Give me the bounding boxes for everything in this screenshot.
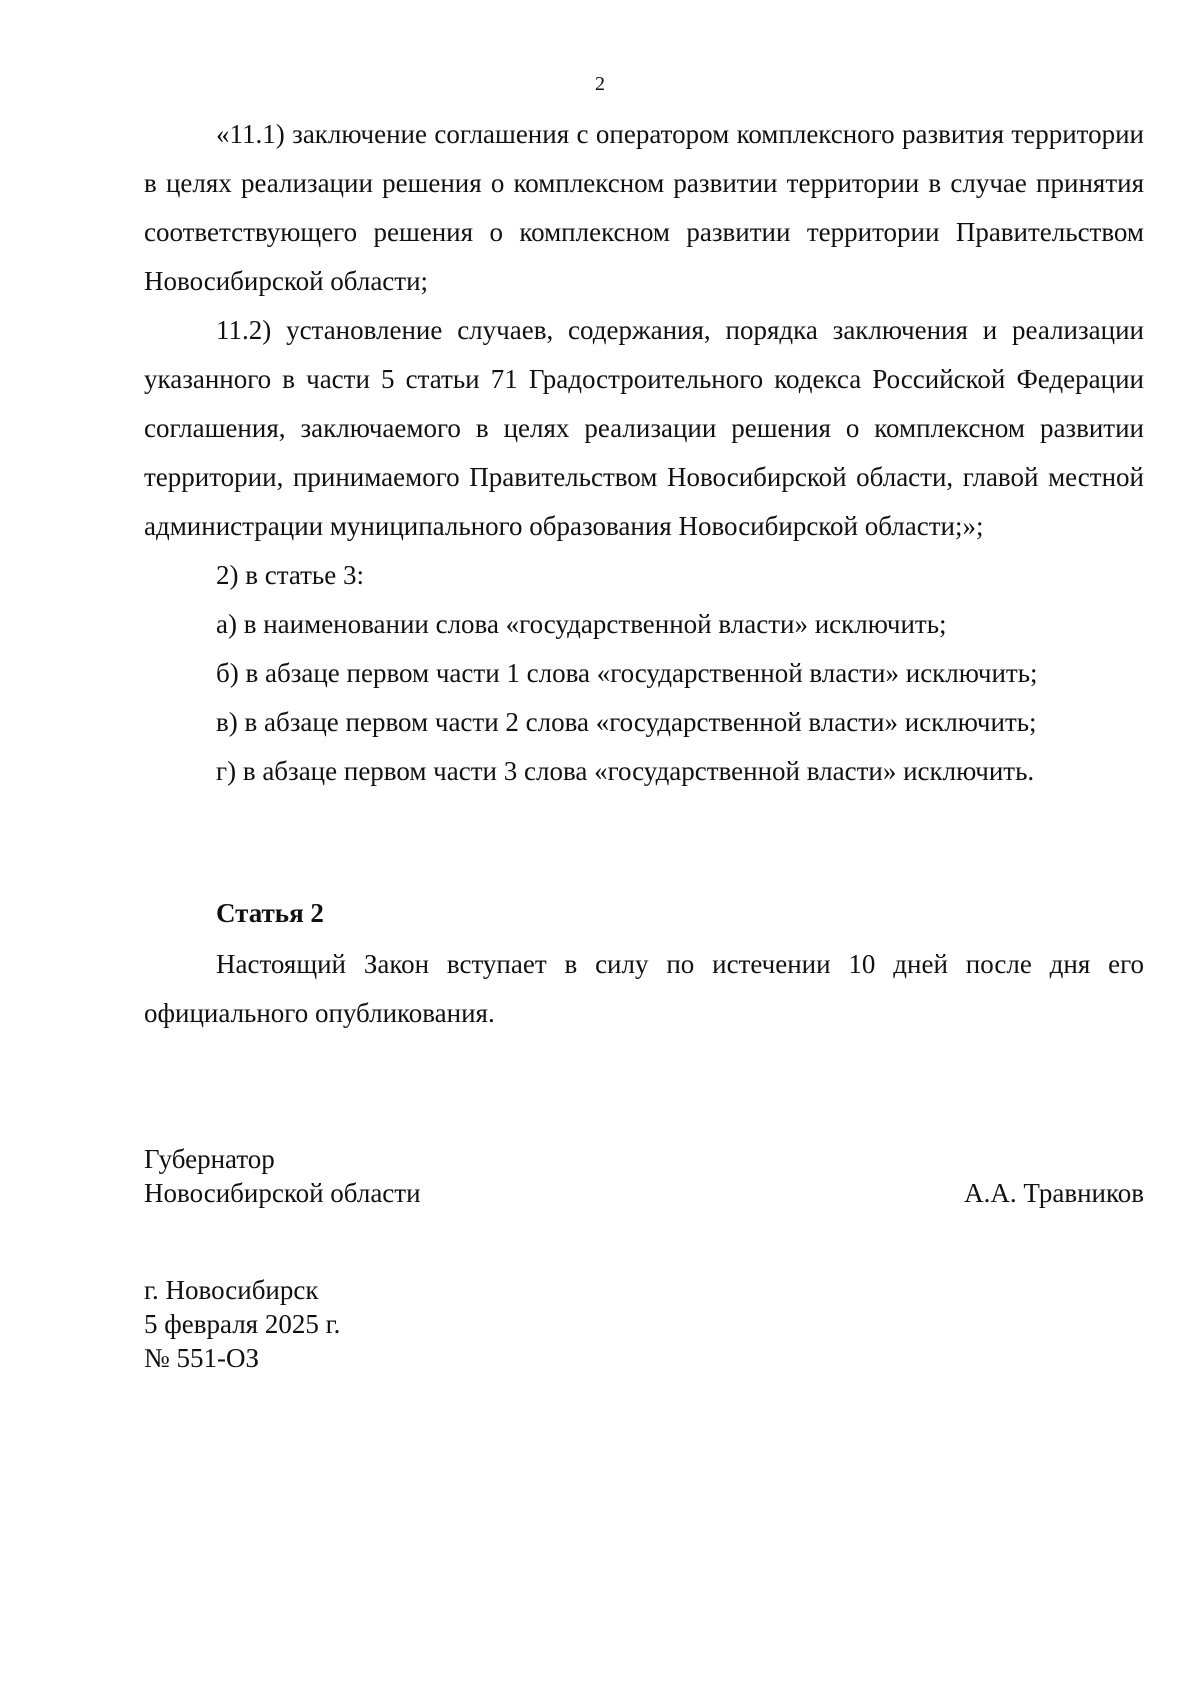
paragraph-article-3: 2) в статье 3: xyxy=(216,560,364,590)
signatory-title-line2: Новосибирской области xyxy=(144,1178,421,1208)
paragraph-item-a: а) в наименовании слова «государственной власти» исключить; xyxy=(216,609,947,639)
footer-city: г. Новосибирск xyxy=(144,1275,319,1305)
paragraph-11-2: 11.2) установление случаев, содержания, порядка заключения и реализации указанного в части 5 статьи 71 Градостроительного кодекса Российской Федерации соглашения, заключаемого в целях реализации решения о комплексном развитии территории, принимаемого Правительством Новосибирской области, главой местной администрации муниципального образования Новосибирской области;»; xyxy=(144,315,1144,541)
paragraph-item-g: г) в абзаце первом части 3 слова «государственной власти» исключить. xyxy=(216,756,1035,786)
signatory-name: А.А. Травников xyxy=(964,1178,1144,1208)
footer-number: № 551-ОЗ xyxy=(144,1343,260,1373)
footer-date: 5 февраля 2025 г. xyxy=(144,1309,341,1339)
article-heading: Статья 2 xyxy=(216,898,324,928)
page-number: 2 xyxy=(595,73,605,95)
paragraph-item-v: в) в абзаце первом части 2 слова «государственной власти» исключить; xyxy=(216,707,1037,737)
document-footer xyxy=(144,1273,340,1375)
article-body xyxy=(144,940,1144,1038)
paragraph-item-b: б) в абзаце первом части 1 слова «государственной власти» исключить; xyxy=(216,658,1038,688)
signatory-title-line1: Губернатор xyxy=(144,1144,275,1174)
article-paragraph: Настоящий Закон вступает в силу по истечении 10 дней после дня его официального опубликования. xyxy=(144,949,1144,1028)
signature-block xyxy=(144,1142,1144,1210)
paragraph-11-1: «11.1) заключение соглашения с оператором комплексного развития территории в целях реализации решения о комплексном развитии территории в случае принятия соответствующего решения о комплексном развитии территории Правительством Новосибирской области; xyxy=(144,119,1144,296)
amendment-text xyxy=(144,110,1144,796)
